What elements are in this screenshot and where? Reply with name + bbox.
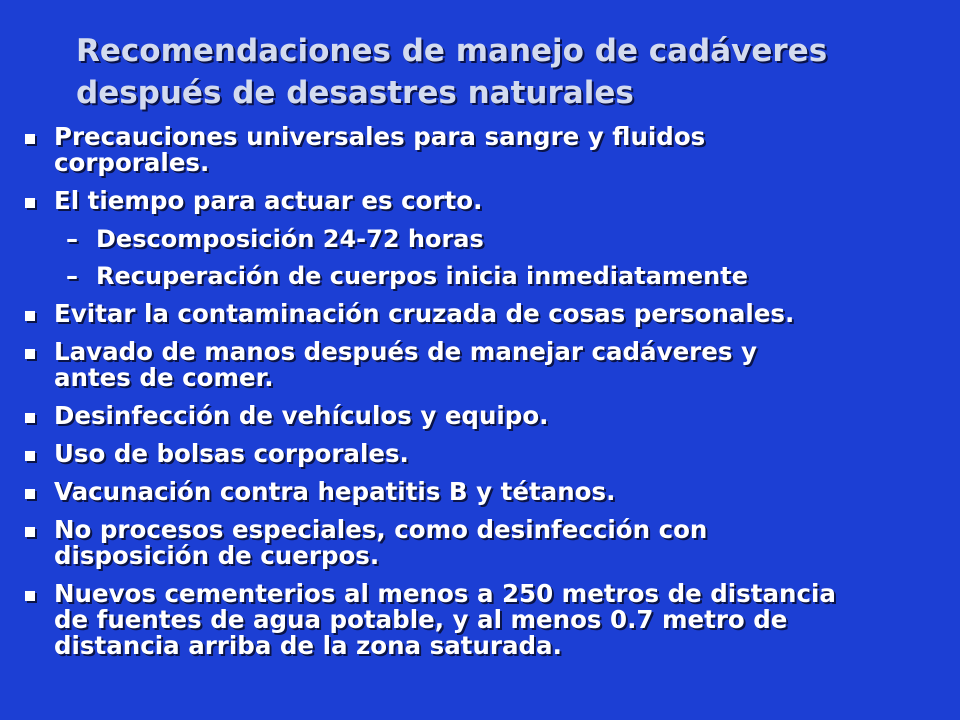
bullet-text: distancia arriba de la zona saturada.	[54, 631, 562, 660]
bullet-text: Nuevos cementerios al menos a 250 metros de distancia	[54, 579, 836, 608]
bullet-text: No procesos especiales, como desinfección con	[54, 515, 708, 544]
bullet-item	[22, 403, 960, 429]
bullet-item	[22, 301, 960, 327]
bullet-text: Vacunación contra hepatitis B y tétanos.	[54, 477, 616, 506]
bullet-item	[22, 124, 960, 176]
square-bullet-icon	[25, 198, 35, 208]
sub-bullet-text: Descomposición 24-72 horas	[96, 225, 484, 253]
bullet-text: Evitar la contaminación cruzada de cosas personales.	[54, 299, 795, 328]
square-bullet-icon	[25, 134, 35, 144]
sub-bullet-text: Recuperación de cuerpos inicia inmediatamente	[96, 262, 749, 290]
bullet-text: disposición de cuerpos.	[54, 541, 380, 570]
bullet-text: Uso de bolsas corporales.	[54, 439, 409, 468]
bullet-list	[22, 124, 960, 659]
slide-title-line: Recomendaciones de manejo de cadáveres	[76, 33, 828, 69]
bullet-text: Precauciones universales para sangre y fluidos	[54, 122, 706, 151]
square-bullet-icon	[25, 527, 35, 537]
bullet-text: Lavado de manos después de manejar cadáveres y	[54, 337, 757, 366]
slide-title-line: después de desastres naturales	[76, 75, 634, 111]
dash-bullet-icon: –	[66, 225, 78, 253]
square-bullet-icon	[25, 591, 35, 601]
bullet-text: El tiempo para actuar es corto.	[54, 186, 483, 215]
bullet-item	[22, 339, 960, 391]
square-bullet-icon	[25, 489, 35, 499]
slide-title	[76, 30, 936, 114]
bullet-item	[22, 581, 960, 659]
bullet-item	[22, 517, 960, 569]
bullet-text: Desinfección de vehículos y equipo.	[54, 401, 549, 430]
bullet-item	[22, 479, 960, 505]
sub-bullet-item	[22, 263, 960, 289]
bullet-text: de fuentes de agua potable, y al menos 0.7 metro de	[54, 605, 788, 634]
square-bullet-icon	[25, 413, 35, 423]
square-bullet-icon	[25, 451, 35, 461]
bullet-item	[22, 441, 960, 467]
square-bullet-icon	[25, 349, 35, 359]
dash-bullet-icon: –	[66, 262, 78, 290]
square-bullet-icon	[25, 311, 35, 321]
bullet-text: antes de comer.	[54, 363, 274, 392]
sub-bullet-item	[22, 226, 960, 252]
bullet-text: corporales.	[54, 148, 210, 177]
bullet-item	[22, 188, 960, 214]
